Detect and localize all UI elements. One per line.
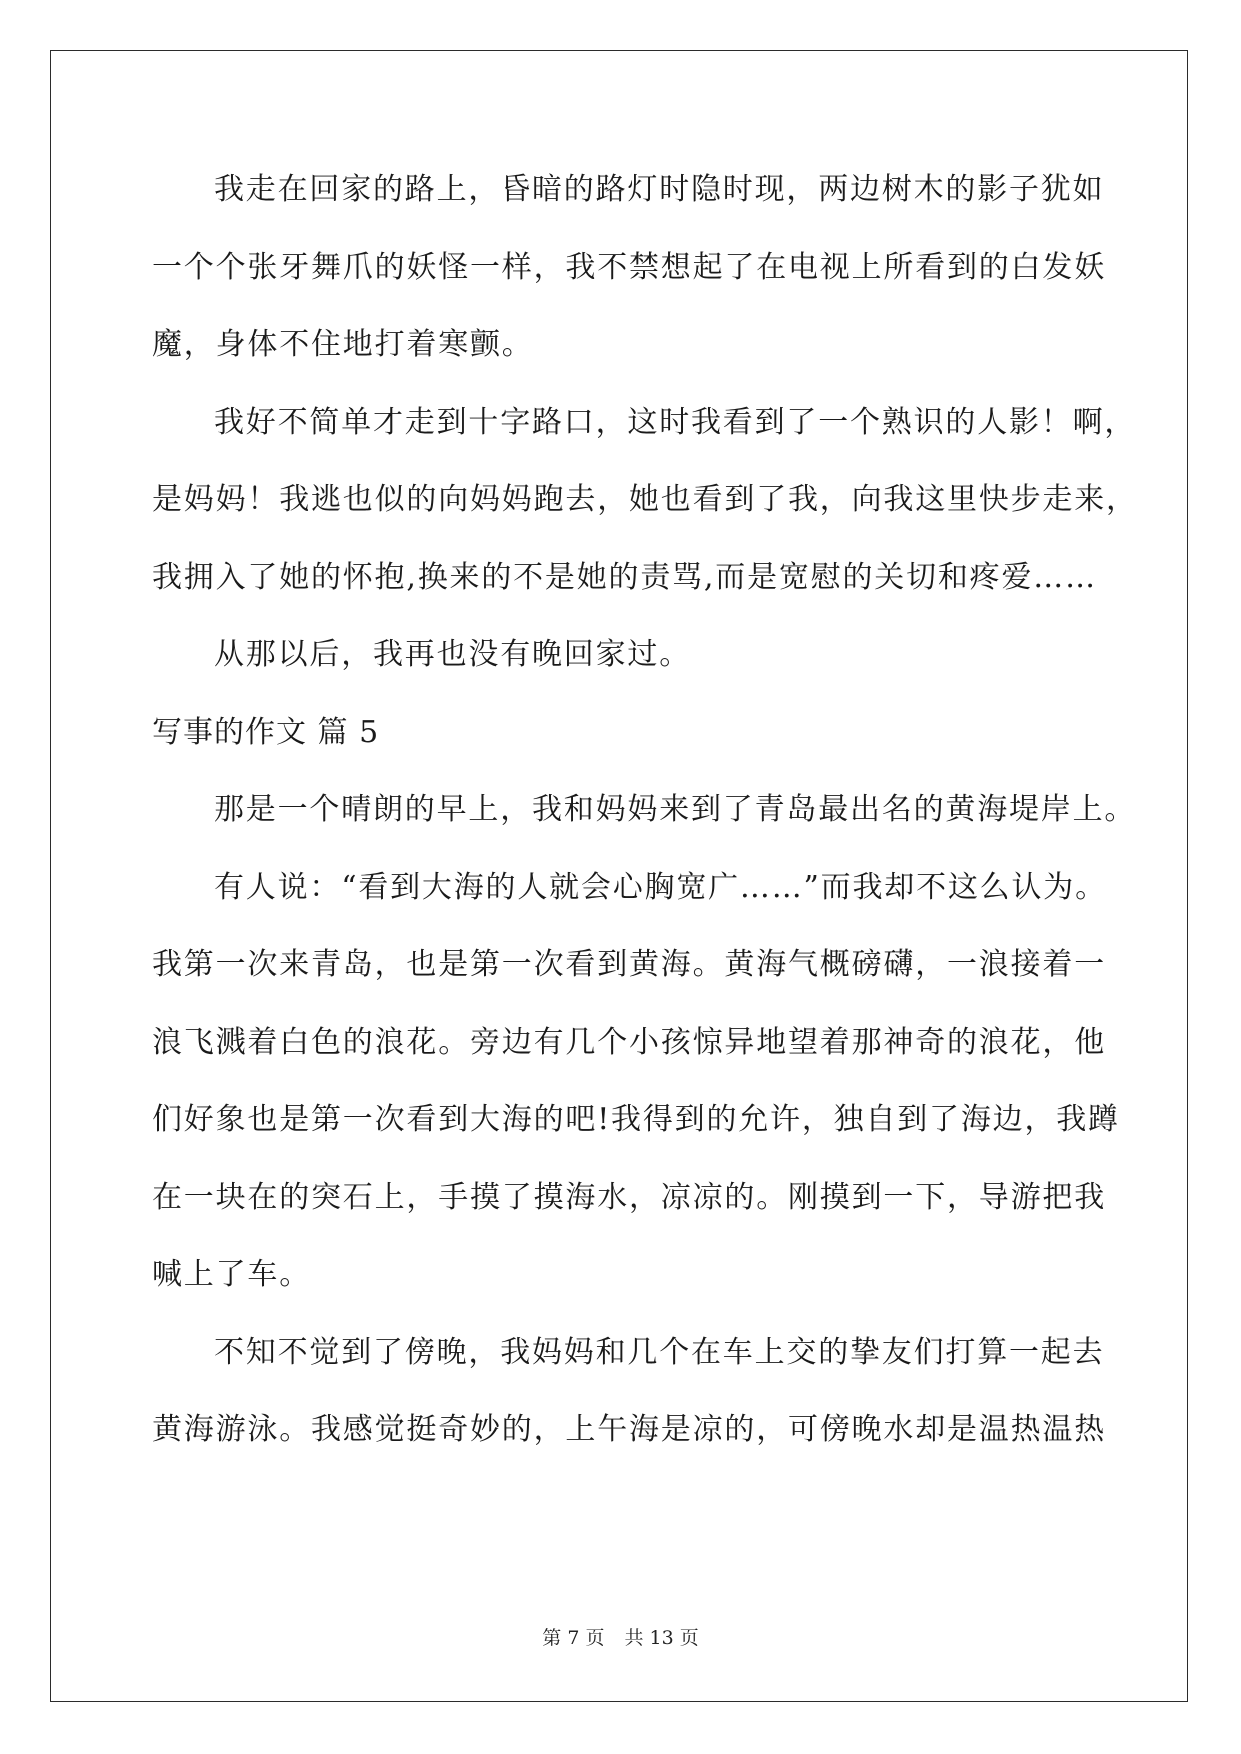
paragraph-line: 喊上了车。 bbox=[152, 1257, 311, 1292]
paragraph-line: 不知不觉到了傍晚，我妈妈和几个在车上交的挚友们打算一起去 bbox=[214, 1334, 1105, 1370]
paragraph-line: 黄海游泳。我感觉挺奇妙的，上午海是凉的，可傍晚水却是温热温热 bbox=[152, 1412, 1106, 1447]
paragraph-line: 那是一个晴朗的早上，我和妈妈来到了青岛最出名的黄海堤岸上。 bbox=[214, 792, 1137, 827]
paragraph-line: 我第一次来青岛，也是第一次看到黄海。黄海气概磅礴，一浪接着一 bbox=[152, 947, 1106, 982]
paragraph-line: 一个个张牙舞爪的妖怪一样，我不禁想起了在电视上所看到的白发妖 bbox=[152, 249, 1106, 285]
paragraph-line: 我好不简单才走到十字路口，这时我看到了一个熟识的人影！啊， bbox=[214, 404, 1137, 440]
section-heading: 写事的作文 篇 5 bbox=[152, 714, 380, 750]
paragraph-line: 从那以后，我再也没有晚回家过。 bbox=[214, 637, 691, 672]
document-body bbox=[152, 162, 1138, 1480]
paragraph-line: 在一块在的突石上，手摸了摸海水，凉凉的。刚摸到一下，导游把我 bbox=[152, 1179, 1106, 1215]
paragraph-line: 是妈妈！我逃也似的向妈妈跑去，她也看到了我，向我这里快步走来， bbox=[152, 482, 1138, 517]
page-number: 第 7 页 bbox=[542, 1627, 605, 1649]
page-total: 共 13 页 bbox=[624, 1627, 699, 1649]
paragraph-line: 有人说：“看到大海的人就会心胸宽广……”而我却不这么认为。 bbox=[214, 869, 1107, 905]
paragraph-line: 魔，身体不住地打着寒颤。 bbox=[152, 327, 534, 362]
paragraph-line: 我走在回家的路上，昏暗的路灯时隐时现，两边树木的影子犹如 bbox=[214, 172, 1105, 207]
paragraph-line: 我拥入了她的怀抱,换来的不是她的责骂,而是宽慰的关切和疼爱…… bbox=[152, 559, 1097, 595]
page-footer bbox=[0, 1624, 1241, 1652]
paragraph-line: 们好象也是第一次看到大海的吧!我得到的允许，独自到了海边，我蹲 bbox=[152, 1102, 1120, 1137]
paragraph-line: 浪飞溅着白色的浪花。旁边有几个小孩惊异地望着那神奇的浪花，他 bbox=[152, 1024, 1106, 1060]
